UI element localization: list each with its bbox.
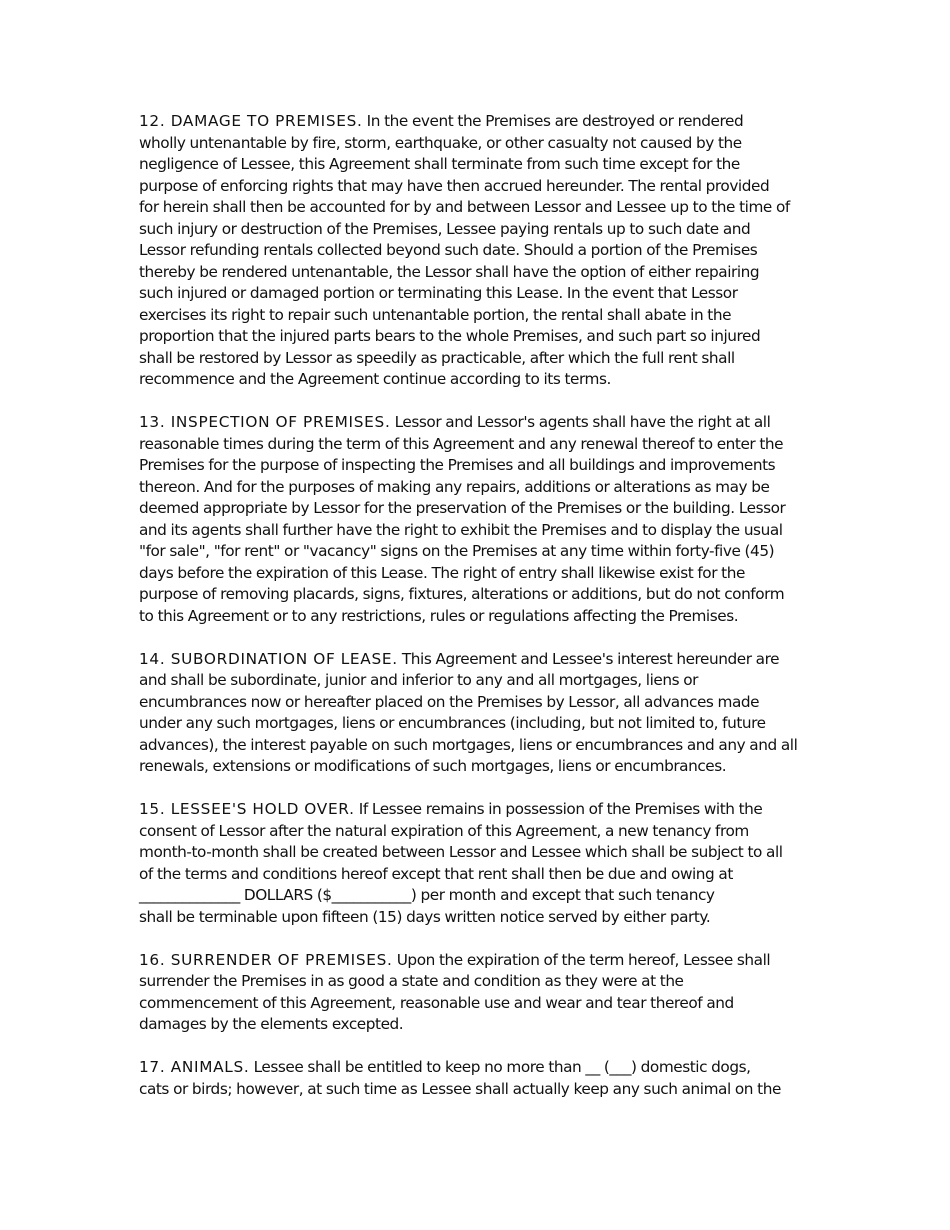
section-line: thereby be rendered untenantable, the Lessor shall have the option of either repairing [139, 262, 760, 281]
section-line: thereon. And for the purposes of making any repairs, additions or alterations as may be [139, 477, 770, 496]
section-line: under any such mortgages, liens or encumbrances (including, but not limited to, future [139, 714, 766, 732]
section-line: and shall be subordinate, junior and inferior to any and all mortgages, liens or [139, 671, 698, 689]
section-line: wholly untenantable by fire, storm, earthquake, or other casualty not caused by the [139, 133, 742, 152]
section-line: consent of Lessor after the natural expiration of this Agreement, a new tenancy from [139, 821, 749, 840]
section-heading: 17. ANIMALS. [139, 1058, 250, 1076]
section-line: to this Agreement or to any restrictions, rules or regulations affecting the Premises. [139, 606, 739, 625]
section-line: deemed appropriate by Lessor for the preservation of the Premises or the building. Lessor [139, 499, 786, 517]
section-line: of the terms and conditions hereof except that rent shall then be due and owing at [139, 864, 733, 883]
section-heading: 13. INSPECTION OF PREMISES. [139, 413, 391, 431]
section-line: recommence and the Agreement continue according to its terms. [139, 370, 611, 388]
section-heading: 14. SUBORDINATION OF LEASE. [139, 649, 398, 668]
section-line: 12. DAMAGE TO PREMISES. In the event the Premises are destroyed or rendered [139, 112, 744, 130]
section-line: month-to-month shall be created between Lessor and Lessee which shall be subject to all [139, 843, 783, 861]
section-line: encumbrances now or hereafter placed on the Premises by Lessor, all advances made [139, 692, 760, 711]
section-line: negligence of Lessee, this Agreement shall terminate from such time except for the [139, 155, 740, 173]
section-17-animals [139, 1057, 811, 1100]
section-line: reasonable times during the term of this Agreement and any renewal thereof to enter the [139, 434, 784, 453]
section-line: "for sale", "for rent" or "vacancy" signs on the Premises at any time within forty-five (45) [139, 542, 775, 560]
section-line: 13. INSPECTION OF PREMISES. Lessor and Lessor's agents shall have the right at all [139, 413, 771, 431]
section-line: exercises its right to repair such untenantable portion, the rental shall abate in the [139, 305, 732, 324]
section-line: days before the expiration of this Lease. The right of entry shall likewise exist for the [139, 563, 745, 582]
section-line: ______________ DOLLARS ($___________) per month and except that such tenancy [139, 886, 715, 904]
document-body [139, 111, 811, 1122]
section-13-inspection-of-premises [139, 412, 811, 627]
section-line: advances), the interest payable on such mortgages, liens or encumbrances and any and all [139, 735, 798, 754]
section-line: 15. LESSEE'S HOLD OVER. If Lessee remains in possession of the Premises with the [139, 800, 763, 818]
section-line: shall be terminable upon fifteen (15) days written notice served by either party. [139, 907, 711, 926]
section-line: cats or birds; however, at such time as Lessee shall actually keep any such animal on the [139, 1079, 781, 1098]
section-line: surrender the Premises in as good a state and condition as they were at the [139, 972, 684, 990]
section-line: such injured or damaged portion or terminating this Lease. In the event that Lessor [139, 284, 738, 302]
section-line: 16. SURRENDER OF PREMISES. Upon the expiration of the term hereof, Lessee shall [139, 950, 771, 969]
section-heading: 12. DAMAGE TO PREMISES. [139, 112, 363, 130]
section-line: proportion that the injured parts bears to the whole Premises, and such part so injured [139, 327, 761, 345]
section-line: renewals, extensions or modifications of such mortgages, liens or encumbrances. [139, 757, 727, 775]
section-line: commencement of this Agreement, reasonable use and wear and tear thereof and [139, 993, 734, 1012]
section-line: for herein shall then be accounted for by and between Lessor and Lessee up to the time of [139, 198, 790, 216]
section-line: purpose of removing placards, signs, fixtures, alterations or additions, but do not conform [139, 585, 785, 603]
section-15-lessees-hold-over [139, 799, 811, 928]
section-line: damages by the elements excepted. [139, 1015, 404, 1033]
section-line: Lessor refunding rentals collected beyond such date. Should a portion of the Premises [139, 241, 758, 259]
section-line: purpose of enforcing rights that may have then accrued hereunder. The rental provided [139, 176, 770, 195]
section-12-damage-to-premises [139, 111, 811, 391]
section-line: 17. ANIMALS. Lessee shall be entitled to keep no more than __ (___) domestic dogs, [139, 1058, 751, 1076]
section-heading: 16. SURRENDER OF PREMISES. [139, 950, 393, 969]
section-14-subordination-of-lease [139, 649, 811, 778]
section-line: such injury or destruction of the Premises, Lessee paying rentals up to such date and [139, 219, 751, 238]
section-line: 14. SUBORDINATION OF LEASE. This Agreement and Lessee's interest hereunder are [139, 649, 780, 668]
section-line: shall be restored by Lessor as speedily as practicable, after which the full rent shall [139, 348, 735, 367]
section-16-surrender-of-premises [139, 950, 811, 1036]
section-line: Premises for the purpose of inspecting the Premises and all buildings and improvements [139, 456, 776, 474]
section-line: and its agents shall further have the right to exhibit the Premises and to display the usual [139, 520, 783, 539]
section-heading: 15. LESSEE'S HOLD OVER. [139, 800, 355, 818]
